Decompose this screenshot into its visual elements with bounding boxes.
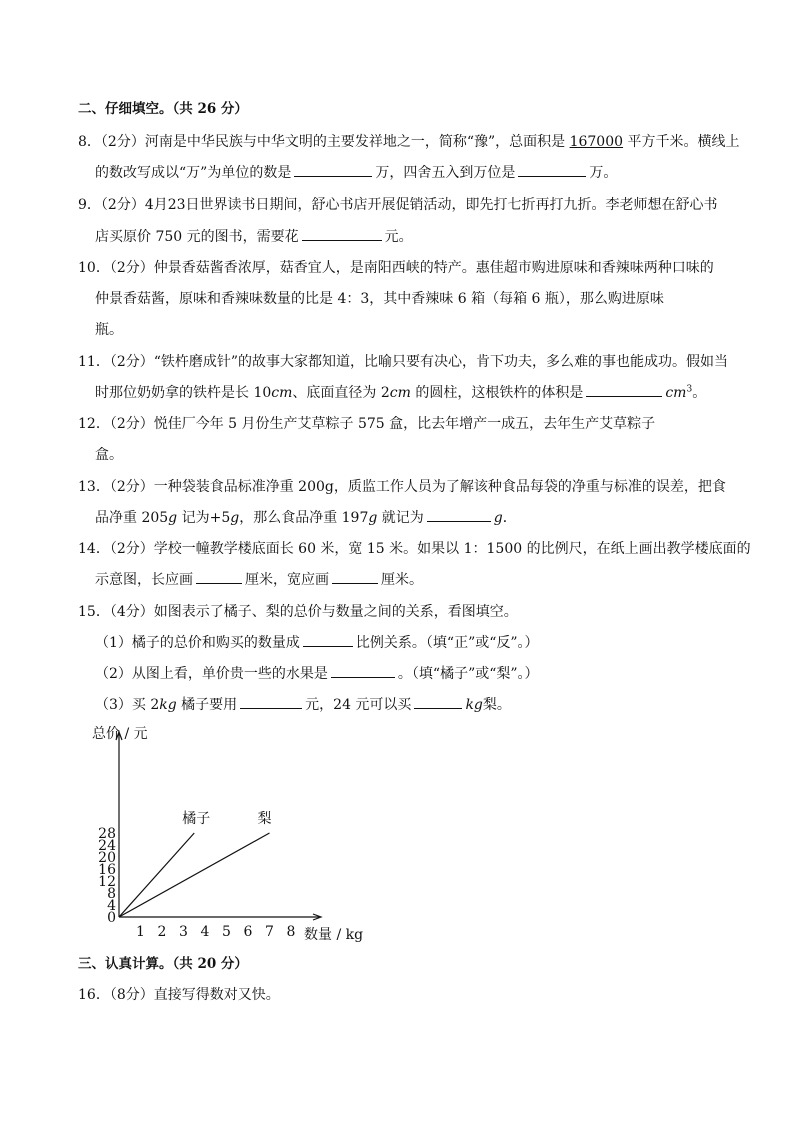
q15-s3-text-a: （3）买 2 xyxy=(95,697,160,713)
q8-text-b: 平方千米。横线上 xyxy=(623,134,740,150)
y-tick-label: 0 xyxy=(107,910,116,926)
q13-line1: 13．（2分）一种袋装食品标准净重 200g，质监工作人员为了解该种食品每袋的净重与标准的误差，把食 xyxy=(78,479,726,495)
y-tick-label: 8 xyxy=(107,886,116,902)
q12-line1: 12．（2分）悦佳厂今年 5 月份生产艾草粽子 575 盒，比去年增产一成五，去年生产艾草粽子 xyxy=(78,416,656,432)
q13-line2 xyxy=(95,508,517,527)
y-tick-label: 12 xyxy=(98,874,116,890)
price-quantity-chart xyxy=(88,720,378,945)
q14-text-c: 厘米。 xyxy=(381,572,423,588)
q15-blank-4[interactable] xyxy=(414,695,462,709)
q16-line: 16．（8分）直接写得数对又快。 xyxy=(78,987,280,1003)
q13-unit-2: g xyxy=(230,510,240,526)
q8-text-a: 8．（2分）河南是中华民族与中华文明的主要发祥地之一，简称“豫”，总面积是 xyxy=(78,134,570,150)
x-tick-label: 8 xyxy=(286,924,296,940)
q14-blank-2[interactable] xyxy=(332,570,378,584)
q11-unit-3: cm xyxy=(665,385,687,401)
x-tick-label: 1 xyxy=(136,924,145,940)
y-tick-label: 4 xyxy=(107,898,116,914)
q15-s1-text-b: 比例关系。（填“正”或“反”。） xyxy=(355,635,539,651)
x-tick-label: 6 xyxy=(243,924,253,940)
q11-unit-1: cm xyxy=(271,385,293,401)
q11-text-a: 时那位奶奶拿的铁杵是长 10 xyxy=(95,385,272,401)
q9-blank[interactable] xyxy=(302,227,382,241)
q15-s3-unit-1: kg xyxy=(159,697,177,713)
q10-line1: 10．（2分）仲景香菇酱香浓厚，菇香宜人，是南阳西峡的特产。惠佳超市购进原味和香辣味两种口味的 xyxy=(78,260,714,276)
q8-line1 xyxy=(78,133,739,151)
q15-s3-text-b: 橘子要用 xyxy=(176,697,238,713)
q14-line2 xyxy=(95,570,423,589)
q15-s3-text-c: 元，24 元可以买 xyxy=(305,697,412,713)
chart-axes xyxy=(116,732,321,920)
chart-series xyxy=(119,833,270,917)
q14-text-a: 示意图，长应画 xyxy=(95,572,193,588)
q13-text-a: 品净重 205 xyxy=(95,510,169,526)
chart-ticks xyxy=(98,826,295,940)
q15-s2-text-b: 。（填“橘子”或“梨”。） xyxy=(397,666,539,682)
q11-text-c: 的圆柱，这根铁杵的体积是 xyxy=(410,385,584,401)
x-tick-label: 4 xyxy=(200,924,210,940)
q11-text-d: 。 xyxy=(692,385,707,401)
q13-text-b: 记为+5 xyxy=(177,510,231,526)
q9-text-a: 店买原价 750 元的图书，需要花 xyxy=(95,229,299,245)
series-line-pear xyxy=(119,833,270,917)
q13-text-e: ． xyxy=(502,510,517,526)
y-tick-label: 24 xyxy=(98,838,116,854)
q8-text-d: 万，四舍五入到万位是 xyxy=(375,165,516,181)
q8-text-e: 万。 xyxy=(589,165,618,181)
q15-line1: 15．（4分）如图表示了橘子、梨的总价与数量之间的关系，看图填空。 xyxy=(78,604,518,620)
series-label-orange: 橘子 xyxy=(182,811,211,827)
series-line-orange xyxy=(119,833,194,917)
x-tick-label: 5 xyxy=(222,924,231,940)
chart-labels xyxy=(92,726,363,943)
q15-blank-1[interactable] xyxy=(303,633,353,647)
q13-text-d: 就记为 xyxy=(377,510,424,526)
q8-area-number: 167000 xyxy=(569,134,624,150)
q15-blank-2[interactable] xyxy=(331,664,395,678)
q10-line2: 仲景香菇酱，原味和香辣味数量的比是 4：3，其中香辣味 6 箱（每箱 6 瓶），那么购进原味 xyxy=(95,291,664,307)
y-axis-label: 总价 / 元 xyxy=(92,726,148,742)
q14-text-b: 厘米，宽应画 xyxy=(245,572,329,588)
q15-sub3 xyxy=(95,695,511,714)
x-tick-label: 3 xyxy=(179,924,188,940)
q8-text-c: 的数改写成以“万”为单位的数是 xyxy=(95,165,292,181)
q14-line1: 14．（2分）学校一幢教学楼底面长 60 米，宽 15 米。如果以 1：1500 的比例尺，在纸上画出教学楼底面的 xyxy=(78,541,751,557)
q15-sub2 xyxy=(95,664,539,683)
x-axis-label: 数量 / kg xyxy=(304,927,364,943)
q13-unit-4: g xyxy=(493,510,503,526)
q8-blank-1[interactable] xyxy=(294,163,372,177)
q15-s1-text-a: （1）橘子的总价和购买的数量成 xyxy=(95,635,300,651)
q9-line1: 9．（2分）4月23日世界读书日期间，舒心书店开展促销活动，即先打七折再打九折。李老师想在舒心书 xyxy=(78,197,718,213)
y-tick-label: 16 xyxy=(98,862,116,878)
q13-unit-1: g xyxy=(168,510,178,526)
q15-blank-3[interactable] xyxy=(240,695,302,709)
q11-unit-2: cm xyxy=(389,385,411,401)
q8-line2 xyxy=(95,163,617,182)
q8-blank-2[interactable] xyxy=(518,163,586,177)
series-label-pear: 梨 xyxy=(257,811,272,827)
q11-line1: 11．（2分）“铁杵磨成针”的故事大家都知道，比喻只要有决心，肯下功夫，多么难的事也能成功。假如当 xyxy=(78,354,729,370)
q11-superscript: 3 xyxy=(686,384,693,395)
section-3-title: 三、认真计算。（共 20 分） xyxy=(78,956,248,972)
y-tick-label: 20 xyxy=(98,850,116,866)
q13-text-c: ，那么食品净重 197 xyxy=(239,510,369,526)
q11-line2 xyxy=(95,383,706,402)
q10-line3: 瓶。 xyxy=(95,322,123,338)
section-2-title: 二、仔细填空。（共 26 分） xyxy=(78,101,248,117)
q11-text-b: 、底面直径为 2 xyxy=(292,385,390,401)
q15-sub1 xyxy=(95,633,539,652)
q14-blank-1[interactable] xyxy=(196,570,242,584)
q13-unit-3: g xyxy=(368,510,378,526)
x-tick-label: 7 xyxy=(265,924,274,940)
q11-blank[interactable] xyxy=(586,383,662,397)
q15-s2-text-a: （2）从图上看，单价贵一些的水果是 xyxy=(95,666,328,682)
q9-line2 xyxy=(95,227,413,246)
x-tick-label: 2 xyxy=(157,924,167,940)
q15-s3-unit-2: kg xyxy=(465,697,483,713)
q12-line2: 盒。 xyxy=(95,447,123,463)
y-tick-label: 28 xyxy=(98,826,116,842)
q15-s3-text-d: 梨。 xyxy=(482,697,511,713)
q9-text-b: 元。 xyxy=(384,229,413,245)
q13-blank[interactable] xyxy=(427,508,491,522)
